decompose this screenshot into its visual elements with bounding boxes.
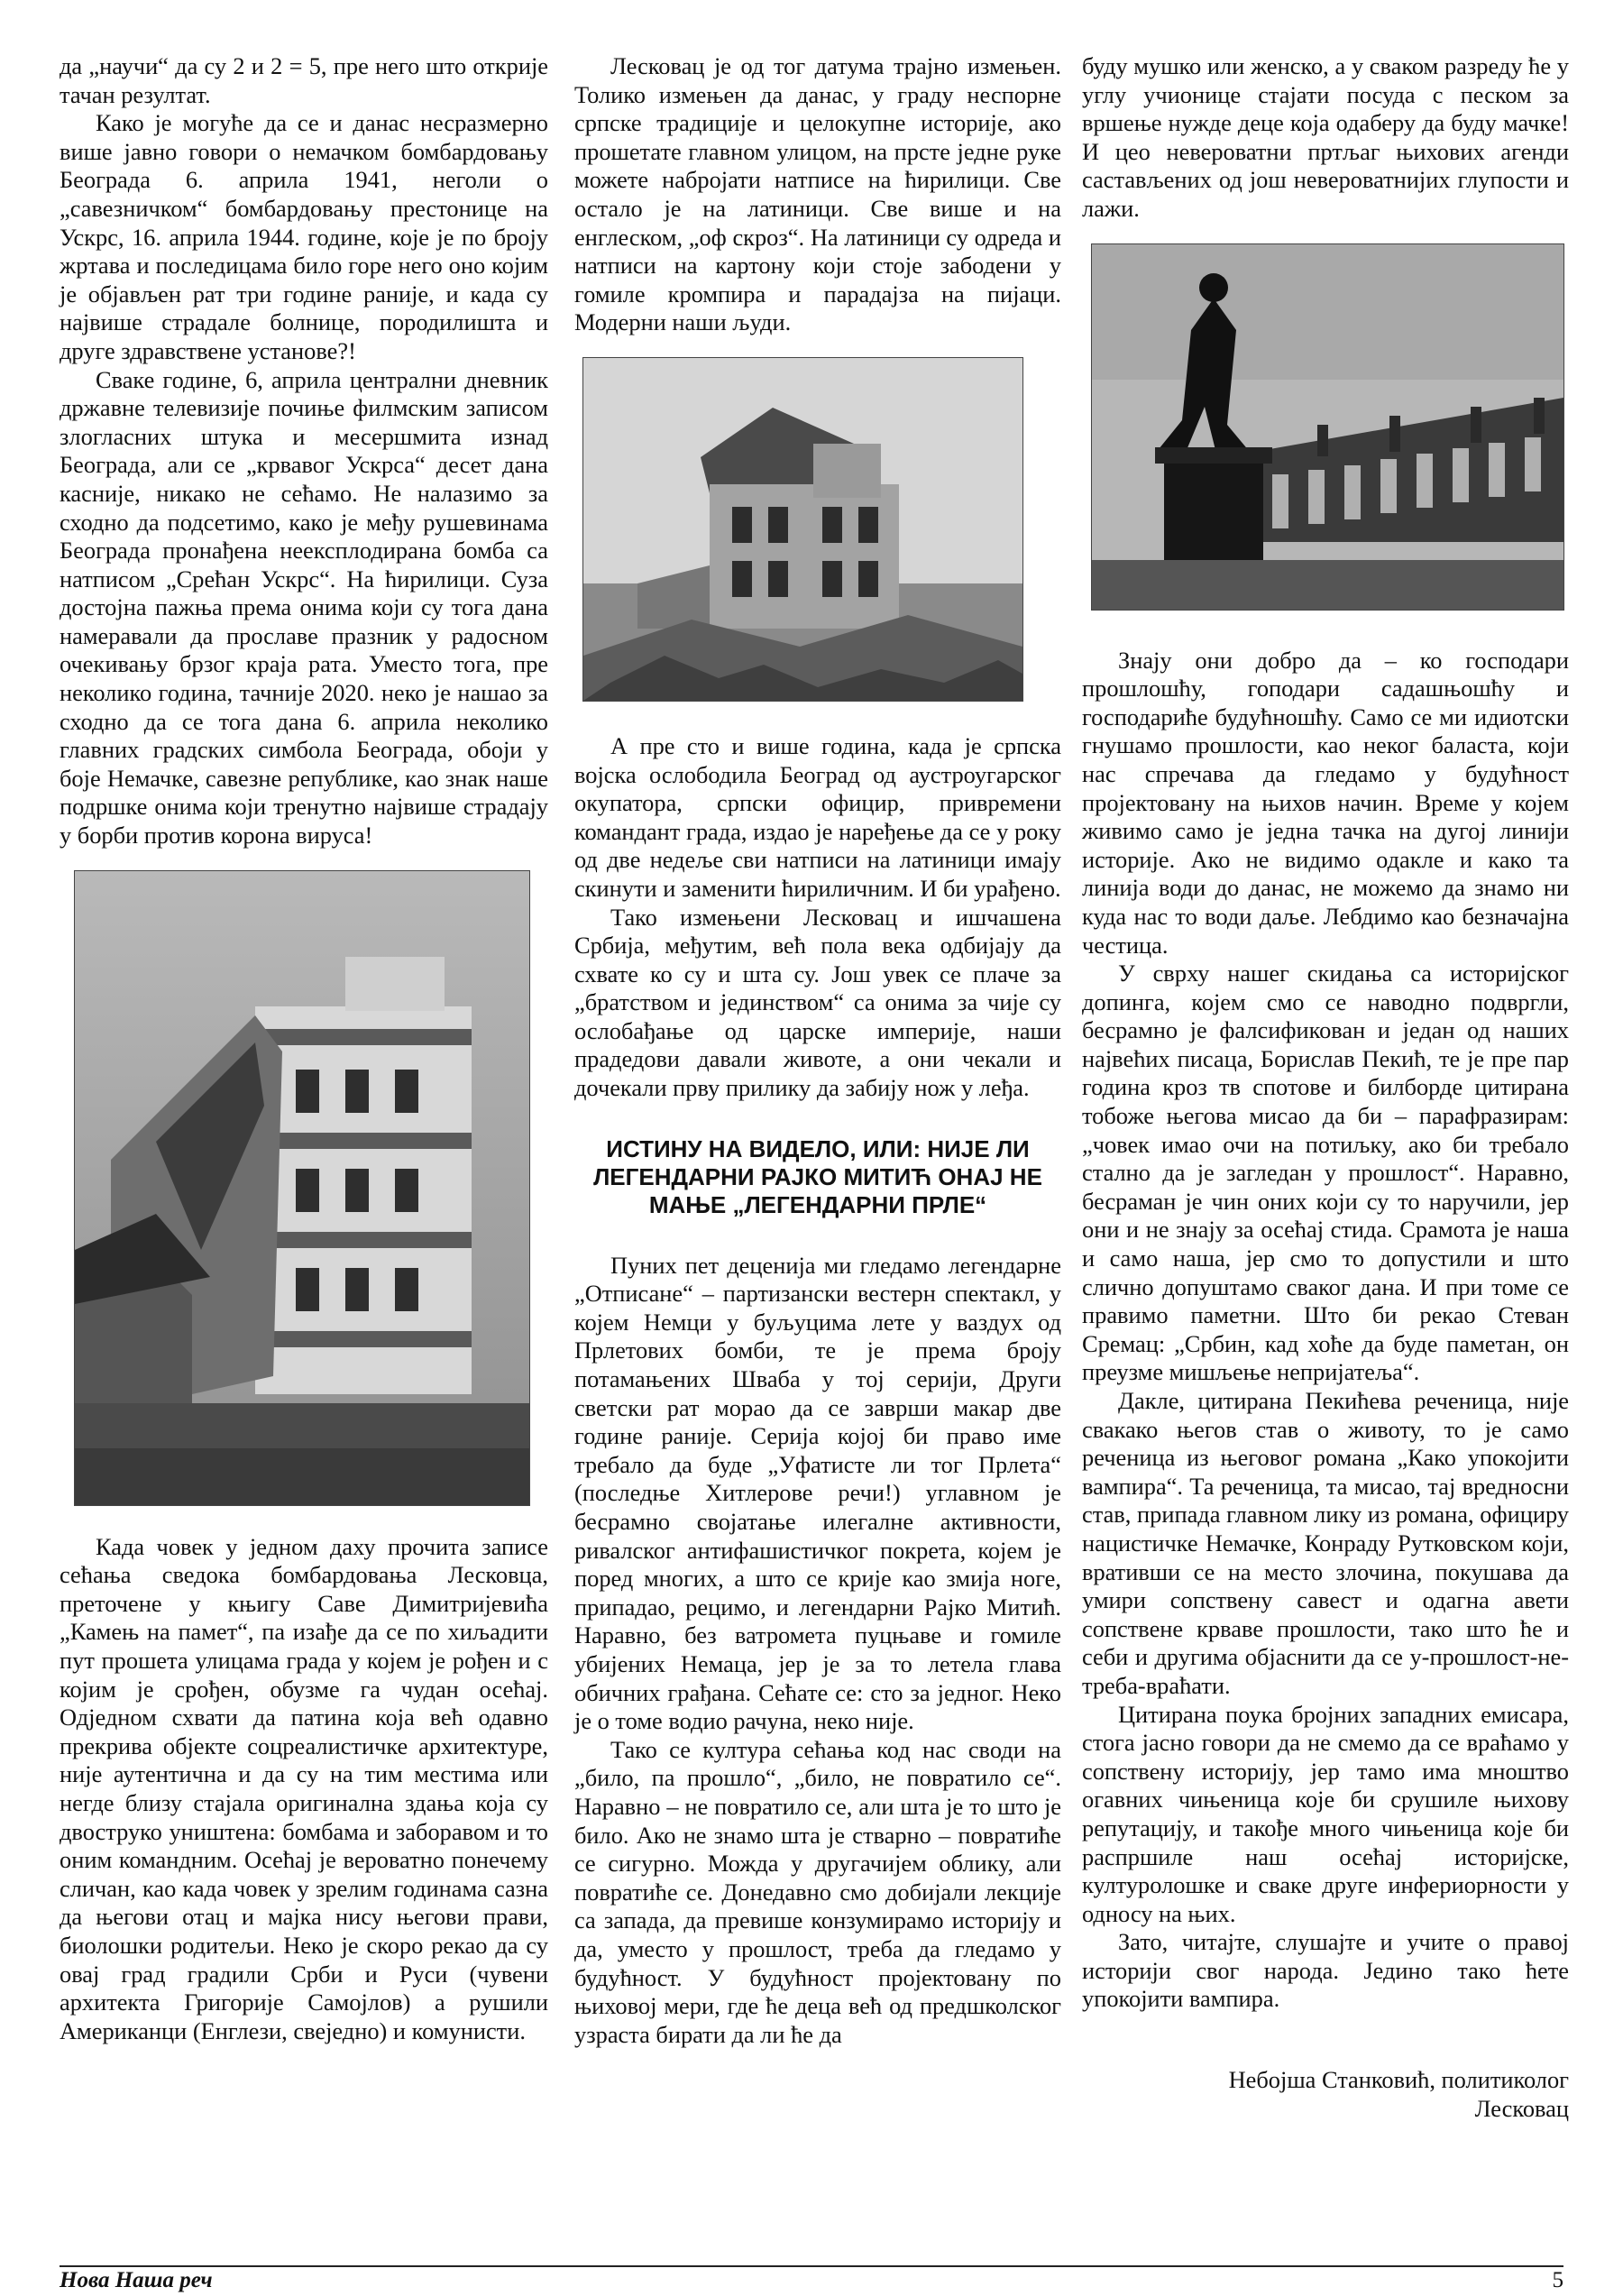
publication-name: Нова Наша реч: [60, 2268, 213, 2292]
paragraph: У сврху нашег скидања са историјског допинга, којем смо се наводно подвргли, бесрамно је фалсификован и један од наших највећих писаца, Борислав Пекић, те је пре пар година кроз тв спотове и билборде цитирана тобоже његова мисао да би – парафразирам: „човек имао очи на потиљку, ако би требало стално да је загледан у прошлост“. Наравно, бесраман је чин оних који су то наручили, јер они и не знају за осећај стида. Срамота је наша и само наша, јер смо то допустили и што слично допуштамо сваког дана. И при томе се правимо паметни. Што би рекао Стеван Сремац: „Србин, кад хоће да буде паметан, он преузме мишљење непријатеља“.: [1082, 960, 1569, 1386]
photo-statue-ruins: [1091, 243, 1564, 611]
page-number: 5: [1552, 2268, 1563, 2292]
paragraph: да „научи“ да су 2 и 2 = 5, пре него што открије тачан резултат.: [60, 52, 548, 108]
footer-rule: [60, 2265, 1563, 2267]
paragraph: Лесковац је од тог датума трајно измењен. Толико измењен да данас, у граду неспорне српске традиције и целокупне историје, ако прошетате главном улицом, на прсте једне руке можете набројати натписе на ћирилици. Све остало је на латиници. Све више и на енглеском, „оф скроз“. На латиници су одреда и натписи на картону који стоје забодени у гомиле кромпира и парадајза на пијаци. Модерни наши људи.: [574, 52, 1061, 336]
paragraph: Како је могуће да се и данас несразмерно више јавно говори о немачком бомбардовању Београда 6. априла 1941, неголи о „савезничком“ бомбардовању престонице на Ускрс, 16. априла 1944. године, које је по броју жртава и последицама било горе него оно којим је објављен рат три године раније, и када су највише страдале болнице, породилишта и друге здравствене установе?!: [60, 109, 548, 364]
author-signature: [1082, 2066, 1569, 2123]
paragraph: Знају они добро да – ко господари прошлошћу, гоподари садашњошћу и господариће будућношћу. Само се ми идиотски гнушамо прошлости, као неког баласта, који нас спречава да гледамо у будућност пројектовану на њихов начин. Време у којем живимо само је једна тачка на дугој линији историје. Ако не видимо одакле и како та линија води до данас, не можемо да знамо ни куда нас то води даље. Лебдимо као безначајна честица.: [1082, 646, 1569, 959]
paragraph: А пре сто и више година, када је српска војска ослободила Београд од аустроугарског окупатора, српски официр, привремени командант града, издао је наређење да се у року од две недеље сви натписи на латиници имају скинути и заменити ћириличним. И би урађено.: [574, 731, 1061, 902]
section-heading: ИСТИНУ НА ВИДЕЛО, ИЛИ: НИЈЕ ЛИ ЛЕГЕНДАРНИ РАЈКО МИТИЋ ОНАЈ НЕ МАЊЕ „ЛЕГЕНДАРНИ ПРЛЕ“: [593, 1134, 1042, 1218]
paragraph: Зато, читајте, слушајте и учите о правој историји свог народа. Једино тако ћете упокојити вампира.: [1082, 1928, 1569, 2013]
paragraph: буду мушко или женско, а у сваком разреду ће у углу учионице стајати посуда с песком за вршење нужде деце која одаберу да буду мачке! И цео невероватни пртљаг њихових агенди састављених од још невероватнијих глупости и лажи.: [1082, 52, 1569, 222]
paragraph: Пуних пет деценија ми гледамо легендарне „Отписане“ – партизански вестерн спектакл, у којем Немци у буљуцима лете у ваздух од Прлетових бомби, те је према броју потамањених Шваба у тој серији, Други светски рат морао да се заврши макар две године раније. Серија којој би право име требало да буде „Уфатисте ли тог Прлета“ (последње Хитлерове речи!) углавном је бесрамно својатање илегалне активности, ривалског антифашистичког покрета, којем је поред многих, а што се крије као змија ноге, припадао, рецимо, и легендарни Рајко Митић. Наравно, без ватромета пуцњаве и гомиле убијених Немаца, јер је за то летела глава обичних грађана. Сећате се: сто за једног. Неко је о томе водио рачуна, неко није.: [574, 1251, 1061, 1735]
paragraph: Сваке године, 6, априла централни дневник државне телевизије почиње филмским записом злогласних штука и месершмита изнад Београда, али се „крвавог Ускрса“ десет дана касније, никако не сећамо. Не налазимо за сходно да подсетимо, како је међу рушевинама Београда пронађена неексплодирана бомба са натписом „Срећан Ускрс“. На ћирилици. Суза достојна пажња према онима који су тога дана намеравали да прославе празник у радосном очекивању брзог краја рата. Уместо тога, пре неколико година, тачније 2020. неко је нашао за сходно да се тога дана 6. априла неколико главних градских симбола Београда, обоји у боје Немачке, савезне републике, као знак наше подршке онима који тренутно највише страдају у борби против корона вируса!: [60, 365, 548, 850]
paragraph: Тако измењени Лесковац и ишчашена Србија, међутим, већ пола века одбијају да схвате ко су и шта су. Још увек се плаче за „братством и јединством“ са онима за чије су ослобађање од царске империје, наши прадедови давали животе, а они чекали и дочекали прву прилику да забију нож у леђа.: [574, 903, 1061, 1102]
paragraph: Тако се култура сећања код нас своди на „било, па прошло“, „било, не повратило се“. Наравно – не повратило се, али шта је то што је било. Ако не знамо шта је стварно – повратиће се сигурно. Можда у другачијем облику, али повратиће се. Донедавно смо добијали лекције са запада, да превише конзумирамо историју и да, уместо у прошлост, треба да гледамо у будућност. У будућност пројектовану по њиховој мери, где ће деца већ од предшколског узраста бирати да ли ће да: [574, 1735, 1061, 2048]
paragraph: Цитирана поука бројних западних емисара, стога јасно говори да не смемо да се враћамо у сопствену историју, јер тамо има мноштво огавних чињеница које би срушиле њихову репутацију, и такође много чињеница које би распршиле наш осећај историјске, културолошке и сваке друге инфериорности у односу на њих.: [1082, 1700, 1569, 1927]
paragraph: Када човек у једном даху прочита записе сећања сведока бомбардовања Лесковца, преточене у књигу Саве Димитријевића „Камењ на памет“, па изађе да се по хиљадити пут прошета улицама града у којем је рођен и с којим је срођен, обузме га чудан осећај. Одједном схвати да патина која већ одавно прекрива објекте соцреалистичке архитектуре, није аутентична и да су на тим местима или негде близу стајала оригинална здања која су двоструко уништена: бомбама и заборавом и то оним командним. Осећај је вероватно понечему сличан, као када човек у зрелим годинама сазна да његови отац и мајка нису његови прави, биолошки родитељи. Неко је скоро рекао да су овај град градили Срби и Руси (чувени архитекта Григорије Самојлов) а рушили Американци (Енглези, свеједно) и комунисти.: [60, 1532, 548, 2044]
photo-damaged-building: [74, 870, 530, 1506]
author-place: Лесковац: [1474, 2094, 1569, 2122]
photo-ruined-villa: [582, 357, 1023, 702]
paragraph: Дакле, цитирана Пекићева реченица, није свакако његов став о животу, то је само реченица из његовог романа „Како упокојити вампира“. Та реченица, та мисао, тај вредносни став, припада главном лику из романа, официру нацистичке Немачке, Конраду Рутковском који, вративши се на место злочина, покушава да умири сопствену савест и одагна авети сопствене крваве прошлости, тако што ће и себи и другима објаснити да се у-прошлост-не-треба-враћати.: [1082, 1387, 1569, 1699]
column-3: [1082, 52, 1569, 2123]
author-name: Небојша Станковић, политиколог: [1228, 2066, 1569, 2094]
column-2: [574, 52, 1061, 2049]
column-1: [60, 52, 548, 2045]
